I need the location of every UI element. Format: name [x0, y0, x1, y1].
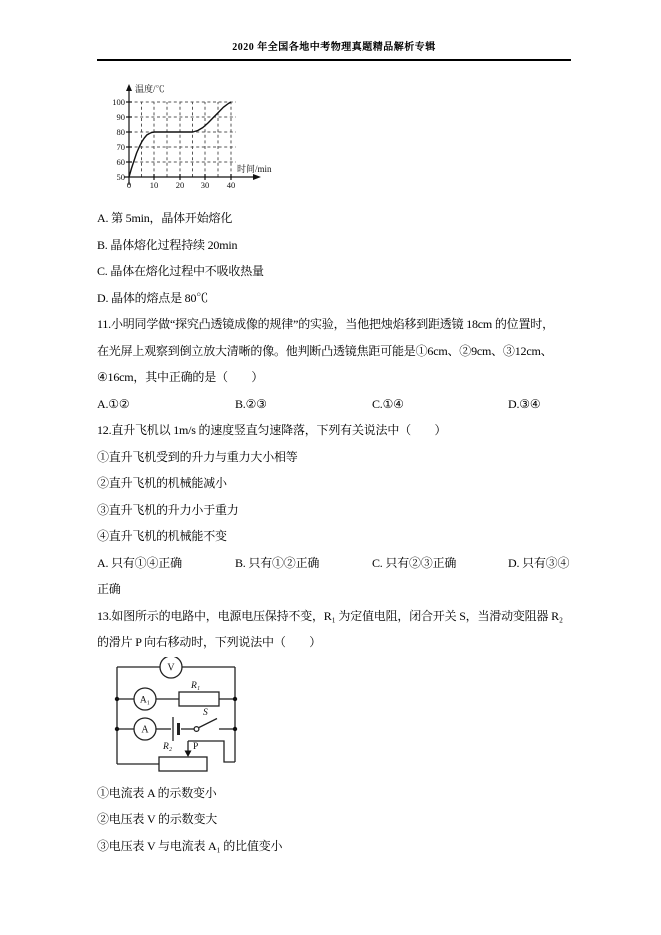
statement-1: ①直升飞机受到的升力与重力大小相等: [97, 449, 298, 464]
option-b: B.②③: [235, 396, 267, 411]
question-13-statements: [97, 780, 571, 860]
temperature-time-graph: [103, 81, 288, 193]
question-11: [97, 311, 571, 417]
resistor-r1-icon: [179, 692, 219, 706]
question-text-line: 11.小明同学做“探究凸透镜成像的规律”的实验，当他把烛焰移到距透镜 18cm 的位置时，: [97, 317, 554, 331]
question-12: [97, 417, 571, 603]
voltmeter-label: V: [167, 662, 175, 673]
option-d: D. 只有③④: [508, 555, 570, 570]
rheostat-r2-label: R₂: [163, 741, 173, 752]
header-divider: [97, 59, 571, 61]
option-b: B. 只有①②正确: [235, 555, 320, 570]
svg-text:50: 50: [116, 172, 125, 182]
statement-3: ③电压表 V 与电流表 A₁ 的比值变小: [97, 838, 283, 853]
svg-text:40: 40: [226, 180, 236, 190]
grid-lines: [129, 102, 236, 177]
circuit-figure: [107, 657, 571, 780]
question-text-line: ④16cm，其中正确的是（ ）: [97, 370, 264, 384]
question-12-options: [97, 550, 571, 577]
slider-arrow-icon: [185, 750, 192, 757]
circuit-diagram: [107, 657, 247, 779]
rheostat-r2-icon: [159, 757, 207, 771]
option-c: C. 只有②③正确: [372, 555, 457, 570]
svg-text:90: 90: [116, 112, 125, 122]
option-b: B. 晶体熔化过程持续 20min: [97, 237, 238, 252]
svg-text:80: 80: [116, 127, 125, 137]
switch-pivot: [194, 726, 199, 731]
switch-label: S: [203, 707, 208, 718]
question-text-line: 在光屏上观察到倒立放大清晰的像。他判断凸透镜焦距可能是①6cm、②9cm、③12cm、: [97, 343, 553, 358]
question-11-options: [97, 391, 571, 418]
question-text-line: 12.直升飞机以 1m/s 的速度竖直匀速降落，下列有关说法中（ ）: [97, 423, 447, 437]
switch-blade-icon: [199, 718, 217, 727]
option-d-overflow: 正确: [97, 582, 121, 596]
option-c: C.①④: [372, 396, 404, 411]
x-tick-labels: [127, 180, 235, 190]
y-tick-labels: [112, 97, 125, 182]
option-a: A. 只有①④正确: [97, 555, 182, 570]
melting-curve-figure: [103, 81, 571, 197]
ammeter-a1-label: A₁: [139, 695, 151, 705]
question-text-line: 的滑片 P 向右移动时，下列说法中（ ）: [97, 635, 322, 649]
option-d: D.③④: [508, 396, 541, 411]
question-13: [97, 603, 571, 656]
resistor-r1-label: R₁: [191, 680, 201, 691]
y-axis-label: 温度/℃: [135, 84, 165, 94]
statement-1: ①电流表 A 的示数变小: [97, 785, 217, 800]
statement-3: ③直升飞机的升力小于重力: [97, 502, 239, 517]
svg-text:10: 10: [149, 180, 159, 190]
page-header: [97, 0, 571, 61]
option-a: A.①②: [97, 396, 130, 411]
svg-text:60: 60: [116, 157, 125, 167]
question-10-options: [97, 205, 571, 311]
svg-text:70: 70: [116, 142, 125, 152]
ammeter-a-label: A: [141, 724, 149, 735]
slider-label: P: [193, 741, 199, 752]
statement-2: ②电压表 V 的示数变大: [97, 812, 218, 826]
question-text-line: 13.如图所示的电路中，电源电压保持不变，R₁ 为定值电阻，闭合开关 S，当滑动变阻器 R₂: [97, 608, 563, 623]
statement-4: ④直升飞机的机械能不变: [97, 529, 227, 543]
option-a: A. 第 5min，晶体开始熔化: [97, 211, 233, 225]
option-c: C. 晶体在熔化过程中不吸收热量: [97, 264, 264, 278]
svg-text:30: 30: [200, 180, 210, 190]
page-title: 2020 年全国各地中考物理真题精品解析专辑: [232, 42, 436, 53]
svg-text:100: 100: [112, 97, 125, 107]
statement-2: ②直升飞机的机械能减小: [97, 476, 227, 490]
x-axis-label: 时间/min: [237, 164, 272, 174]
option-d: D. 晶体的熔点是 80℃: [97, 290, 209, 305]
svg-text:0: 0: [126, 180, 132, 190]
svg-text:20: 20: [175, 180, 185, 190]
